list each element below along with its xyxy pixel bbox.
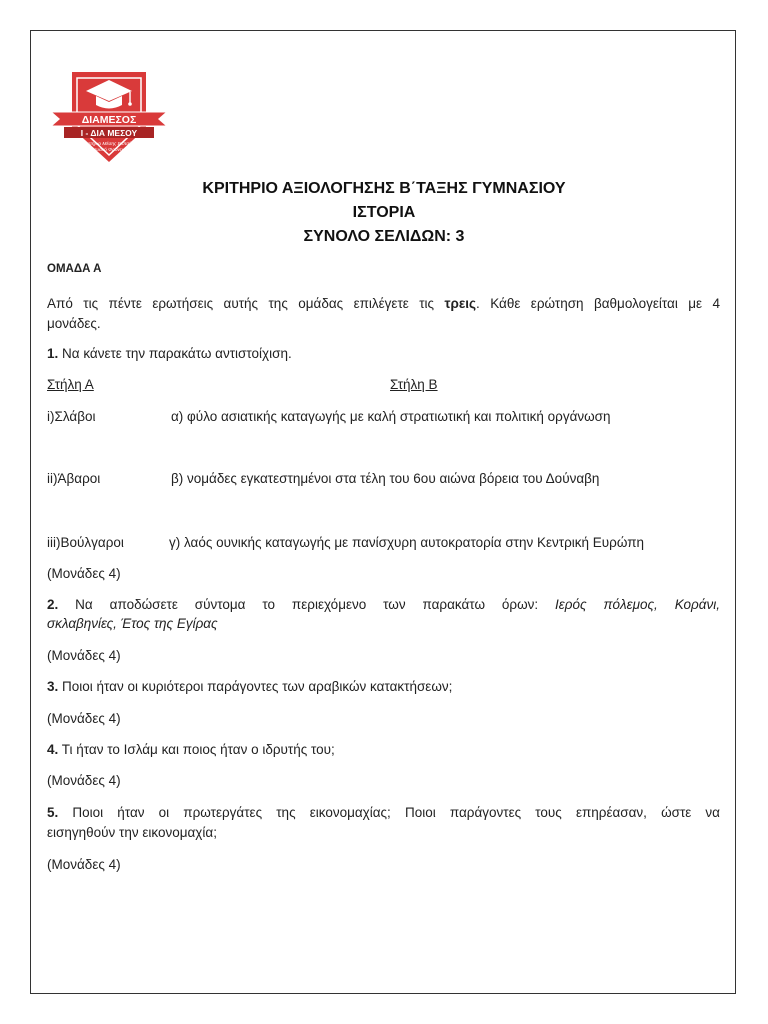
page-count: ΣΥΝΟΛΟ ΣΕΛΙΔΩΝ: 3 (303, 228, 465, 245)
q1-text: Να κάνετε την παρακάτω αντιστοίχιση. (58, 346, 292, 361)
page-border (30, 30, 736, 994)
q5-line-2: εισηγηθούν την εικονομαχία; (47, 825, 217, 840)
q2-marks: (Μονάδες 4) (47, 648, 121, 663)
subject-title: ΙΣΤΟΡΙΑ (352, 204, 416, 221)
q4-number: 4. (47, 742, 59, 757)
match-row-2-b: β) νομάδες εγκατεστημένοι στα τέλη του 6ου αιώνα βόρεια του Δούναβη (171, 471, 600, 486)
match-row-3-b: γ) λαός ουνικής καταγωγής με πανίσχυρη αυτοκρατορία στην Κεντρική Ευρώπη (169, 535, 645, 550)
logo-tagline-2: Διαδικτυακό Φροντιστήριο (81, 148, 137, 153)
q2-terms-2: σκλαβηνίες, Έτος της Εγίρας (47, 616, 218, 631)
q2-text: Να αποδώσετε σύντομα το περιεχόμενο των παρακάτω όρων: (58, 597, 556, 612)
intro-line-2: μονάδες. (47, 316, 101, 331)
exam-title: ΚΡΙΤΗΡΙΟ ΑΞΙΟΛΟΓΗΣΗΣ Β΄ΤΑΞΗΣ ΓΥΜΝΑΣΙΟΥ (202, 180, 566, 197)
q3-marks: (Μονάδες 4) (47, 711, 121, 726)
q4-marks: (Μονάδες 4) (47, 773, 121, 788)
q2-number: 2. (47, 597, 59, 612)
q5-number: 5. (47, 805, 59, 820)
logo-tagline-1: Φροντιστήριο Μέσης Εκπαίδευσης (72, 142, 146, 147)
match-row-2-a: ii)Άβαροι (47, 471, 101, 486)
logo-name: ΔΙΑΜΕΣΟΣ (81, 114, 137, 126)
intro-text-2: . Κάθε ερώτηση βαθμολογείται με 4 (476, 296, 720, 311)
q3-number: 3. (47, 679, 59, 694)
q5-text: Ποιοι ήταν οι πρωτεργάτες της εικονομαχίας; Ποιοι παράγοντες τους επηρέασαν, ώστε να (58, 805, 720, 820)
intro-text-1: Από τις πέντε ερωτήσεις αυτής της ομάδας επιλέγετε τις (47, 296, 445, 311)
logo-subname: Ι - ΔΙΑ ΜΕΣΟΥ (80, 128, 138, 138)
question-3 (47, 679, 452, 694)
q5-marks: (Μονάδες 4) (47, 857, 121, 872)
question-5-line-1 (47, 805, 720, 820)
column-b-heading: Στήλη Β (390, 377, 438, 392)
group-title: ΟΜΑΔΑ Α (47, 263, 102, 275)
q1-number: 1. (47, 346, 59, 361)
match-row-1-a: i)Σλάβοι (47, 409, 96, 424)
intro-line-1 (47, 296, 720, 311)
q3-text: Ποιοι ήταν οι κυριότεροι παράγοντες των αραβικών κατακτήσεων; (58, 679, 453, 694)
diamesos-logo (50, 70, 168, 166)
question-1 (47, 346, 292, 361)
q1-marks: (Μονάδες 4) (47, 566, 121, 581)
q2-terms-1: Ιερός πόλεμος, Κοράνι, (555, 597, 720, 612)
column-a-heading: Στήλη Α (47, 377, 94, 392)
question-4 (47, 742, 335, 757)
match-row-3-a: iii)Βούλγαροι (47, 535, 124, 550)
intro-bold: τρεις (444, 296, 477, 311)
question-2-line-1 (47, 597, 720, 612)
q4-text: Τι ήταν το Ισλάμ και ποιος ήταν ο ιδρυτής του; (58, 742, 335, 757)
match-row-1-b: α) φύλο ασιατικής καταγωγής με καλή στρατιωτική και πολιτική οργάνωση (171, 409, 611, 424)
